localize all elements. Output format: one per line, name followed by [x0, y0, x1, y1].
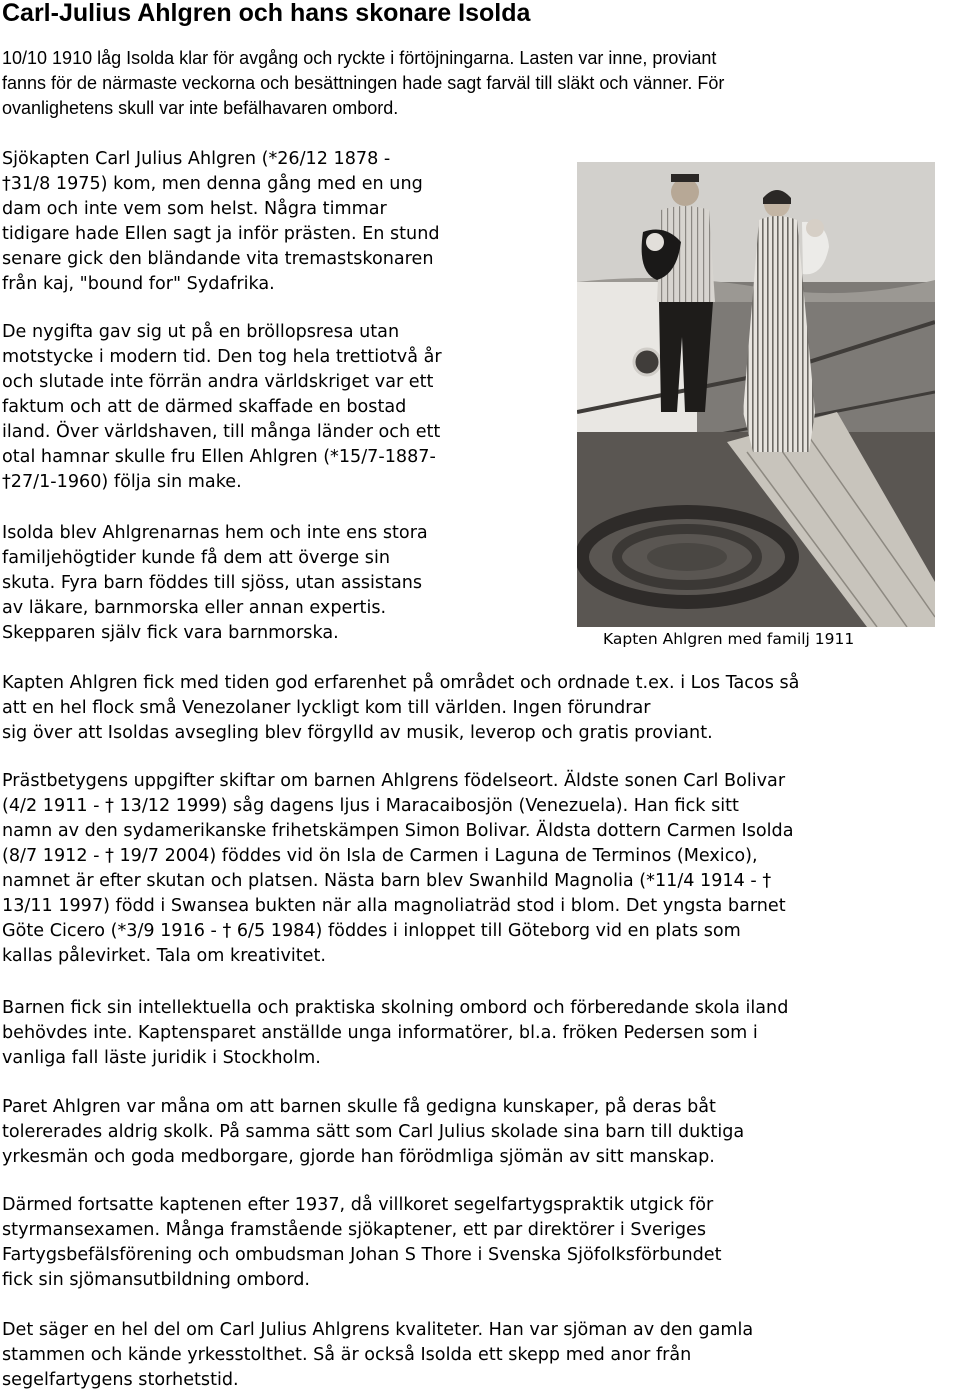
- text-line: vanliga fall läste juridik i Stockholm.: [2, 1048, 321, 1068]
- text-line: Kapten Ahlgren fick med tiden god erfarenhet på området och ordnade t.ex. i Los Tacos så: [2, 673, 800, 693]
- text-line: †31/8 1975) kom, men denna gång med en ung: [2, 174, 423, 194]
- paragraph-knowledge: [2, 1095, 960, 1170]
- text-line: (8/7 1912 - † 19/7 2004) föddes vid ön Isla de Carmen i Laguna de Terminos (Mexico),: [2, 846, 758, 866]
- text-line: motstycke i modern tid. Den tog hela trettiotvå år: [2, 347, 442, 367]
- family-photo-drawing: [577, 162, 935, 627]
- text-line: styrmansexamen. Många framstående sjökaptener, ett par direktörer i Sveriges: [2, 1220, 707, 1240]
- paragraph-schooling: [2, 996, 960, 1071]
- text-line: att en hel flock små Venezolaner lyckligt kom till världen. Ingen förundrar: [2, 698, 651, 718]
- text-line: namn av den sydamerikanske frihetskämpen Simon Bolivar. Äldsta dottern Carmen Isolda: [2, 821, 794, 841]
- text-line: skuta. Fyra barn föddes till sjöss, utan assistans: [2, 573, 423, 593]
- text-line: Skepparen själv fick vara barnmorska.: [2, 623, 339, 643]
- text-line: Prästbetygens uppgifter skiftar om barnen Ahlgrens födelseort. Äldste sonen Carl Bolivar: [2, 771, 786, 791]
- text-line: senare gick den bländande vita tremastskonaren: [2, 249, 434, 269]
- text-line: familjehögtider kunde få dem att överge sin: [2, 548, 390, 568]
- text-line: tolererades aldrig skolk. På samma sätt som Carl Julius skolade sina barn till duktiga: [2, 1122, 745, 1142]
- family-photo: [577, 162, 935, 627]
- text-line: dam och inte vem som helst. Några timmar: [2, 199, 387, 219]
- paragraph-honeymoon: [2, 320, 562, 495]
- text-line: stammen och kände yrkesstolthet. Så är också Isolda ett skepp med anor från: [2, 1345, 692, 1365]
- text-line: Det säger en hel del om Carl Julius Ahlgrens kvaliteter. Han var sjöman av den gamla: [2, 1320, 754, 1340]
- text-line: faktum och att de därmed skaffade en bostad: [2, 397, 407, 417]
- photo-caption: Kapten Ahlgren med familj 1911: [603, 630, 855, 648]
- text-line: Därmed fortsatte kaptenen efter 1937, då villkoret segelfartygspraktik utgick för: [2, 1195, 714, 1215]
- paragraph-training: [2, 1193, 960, 1293]
- text-line: och slutade inte förrän andra världskriget var ett: [2, 372, 434, 392]
- text-line: Fartygsbefälsförening och ombudsman Johan S Thore i Svenska Sjöfolksförbundet: [2, 1245, 722, 1265]
- text-line: fanns för de närmaste veckorna och besättningen hade sagt farväl till släkt och vänner. För: [2, 73, 725, 93]
- text-line: sig över att Isoldas avsegling blev förgylld av musik, leverop och gratis proviant.: [2, 723, 713, 743]
- text-line: fick sin sjömansutbildning ombord.: [2, 1270, 311, 1290]
- paragraph-children: [2, 769, 960, 969]
- text-line: otal hamnar skulle fru Ellen Ahlgren (*15/7-1887-: [2, 447, 436, 467]
- text-line: från kaj, "bound for" Sydafrika.: [2, 274, 275, 294]
- text-line: kallas pålevirket. Tala om kreativitet.: [2, 946, 326, 966]
- text-line: behövdes inte. Kaptensparet anställde unga informatörer, bl.a. fröken Pedersen som i: [2, 1023, 758, 1043]
- text-line: ovanlighetens skull var inte befälhavaren ombord.: [2, 98, 399, 118]
- text-line: yrkesmän och goda medborgare, gjorde han förödmliga sjömän av sitt manskap.: [2, 1147, 715, 1167]
- text-line: tidigare hade Ellen sagt ja inför prästen. En stund: [2, 224, 440, 244]
- intro-paragraph: [2, 46, 960, 121]
- text-line: iland. Över världshaven, till många länder och ett: [2, 422, 441, 442]
- text-line: De nygifta gav sig ut på en bröllopsresa utan: [2, 322, 400, 342]
- text-line: namnet är efter skutan och platsen. Nästa barn blev Swanhild Magnolia (*11/4 1914 - †: [2, 871, 772, 891]
- text-line: Isolda blev Ahlgrenarnas hem och inte ens stora: [2, 523, 428, 543]
- paragraph-qualities: [2, 1318, 960, 1393]
- text-line: segelfartygens storhetstid.: [2, 1370, 239, 1390]
- text-line: 13/11 1997) född i Swansea bukten när alla magnoliaträd stod i blom. Det yngsta barnet: [2, 896, 786, 916]
- page-title: Carl-Julius Ahlgren och hans skonare Isolda: [2, 0, 531, 27]
- paragraph-captain: [2, 147, 562, 297]
- paragraph-home: [2, 521, 562, 646]
- text-line: Göte Cicero (*3/9 1916 - † 6/5 1984) föddes i inloppet till Göteborg vid en plats som: [2, 921, 741, 941]
- text-line: †27/1-1960) följa sin make.: [2, 472, 242, 492]
- text-line: Barnen fick sin intellektuella och praktiska skolning ombord och förberedande skola iland: [2, 998, 789, 1018]
- text-line: av läkare, barnmorska eller annan expertis.: [2, 598, 387, 618]
- text-line: Sjökapten Carl Julius Ahlgren (*26/12 1878 -: [2, 149, 391, 169]
- text-line: Paret Ahlgren var måna om att barnen skulle få gedigna kunskaper, på deras båt: [2, 1097, 716, 1117]
- text-line: (4/2 1911 - † 13/12 1999) såg dagens ljus i Maracaibosjön (Venezuela). Han fick sitt: [2, 796, 739, 816]
- paragraph-venezuela: [2, 671, 960, 746]
- text-line: 10/10 1910 låg Isolda klar för avgång och ryckte i förtöjningarna. Lasten var inne, proviant: [2, 48, 717, 68]
